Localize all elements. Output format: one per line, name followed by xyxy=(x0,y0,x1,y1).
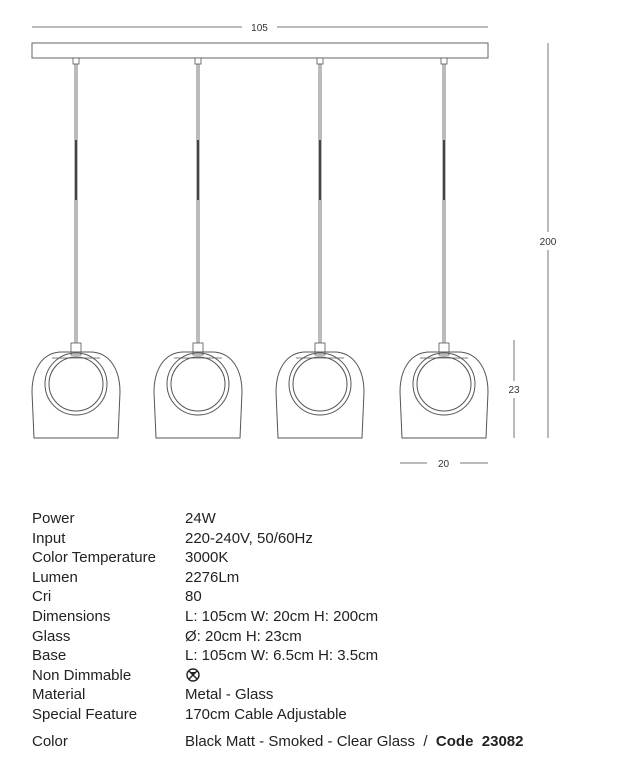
glass-ring-inner xyxy=(293,357,347,411)
pendant xyxy=(276,58,364,438)
pendant xyxy=(154,58,242,438)
spec-row xyxy=(32,587,612,607)
pendant xyxy=(400,58,488,438)
non-dimmable-icon xyxy=(185,666,201,686)
height-dimension-label: 200 xyxy=(539,237,557,248)
ceiling-base xyxy=(32,43,488,58)
spec-row xyxy=(32,607,612,627)
cable-connector xyxy=(441,58,447,64)
cable-connector xyxy=(317,58,323,64)
spec-row xyxy=(32,705,612,725)
spec-label: Power xyxy=(32,510,75,527)
spec-label: Color Temperature xyxy=(32,549,156,567)
glass-shade xyxy=(32,352,120,438)
glass-ring-outer xyxy=(167,353,229,415)
spec-value: 80 xyxy=(185,588,202,606)
spec-row xyxy=(32,568,612,588)
glass-ring-inner xyxy=(49,357,103,411)
spec-row xyxy=(32,529,612,549)
pendant-group xyxy=(32,58,488,438)
spec-row xyxy=(32,509,612,529)
spec-label: Cri xyxy=(32,588,52,606)
glass-ring-inner xyxy=(171,357,225,411)
glass-ring-outer xyxy=(289,353,351,415)
spec-row xyxy=(32,685,612,705)
glass-ring-inner xyxy=(417,357,471,411)
spec-value: 3000K xyxy=(185,549,229,567)
width-dimension xyxy=(32,23,488,34)
spec-row xyxy=(32,646,612,666)
pendant xyxy=(32,58,120,438)
spec-row xyxy=(32,666,612,686)
spec-value: 220-240V, 50/60Hz xyxy=(185,529,313,547)
cable-connector xyxy=(73,58,79,64)
glass-ring-outer xyxy=(45,353,107,415)
spec-value: Ø: 20cm H: 23cm xyxy=(185,627,302,645)
width-dimension-label: 105 xyxy=(251,23,268,34)
spec-label: Input xyxy=(32,529,66,547)
spec-label: Lumen xyxy=(32,568,78,586)
height-dimension xyxy=(540,43,557,438)
spec-value: L: 105cm W: 6.5cm H: 3.5cm xyxy=(185,647,379,665)
non-dimmable-icon-graphic xyxy=(185,667,201,683)
spec-row-color xyxy=(32,732,612,752)
spec-value: 170cm Cable Adjustable xyxy=(185,705,347,723)
cable-connector xyxy=(195,58,201,64)
glass-ring-outer xyxy=(413,353,475,415)
spec-row xyxy=(32,548,612,568)
glass-shade xyxy=(154,352,242,438)
product-code: Code 23082 xyxy=(435,732,524,750)
color-value xyxy=(185,732,523,752)
spec-table xyxy=(32,509,612,751)
spec-label: Glass xyxy=(32,627,71,645)
spec-label: Material xyxy=(32,686,86,704)
spec-label: Non Dimmable xyxy=(32,666,132,684)
glass-shade xyxy=(276,352,364,438)
separator: / xyxy=(423,732,428,750)
spec-value: 2276Lm xyxy=(185,568,240,586)
glass-diameter-dimension-label: 20 xyxy=(437,459,450,470)
spec-label: Special Feature xyxy=(32,705,138,723)
spec-label: Dimensions xyxy=(32,607,111,625)
color-text: Black Matt - Smoked - Clear Glass xyxy=(185,732,416,750)
spec-value: 24W xyxy=(185,510,216,527)
glass-height-dimension-label: 23 xyxy=(508,385,520,396)
spec-label: Base xyxy=(32,647,67,665)
spec-label: Color xyxy=(32,732,68,750)
glass-height-dimension xyxy=(508,340,520,438)
spec-row xyxy=(32,627,612,647)
glass-shade xyxy=(400,352,488,438)
spec-value: Metal - Glass xyxy=(185,686,274,704)
glass-diameter-dimension xyxy=(400,459,488,470)
spec-value: L: 105cm W: 20cm H: 200cm xyxy=(185,607,379,625)
